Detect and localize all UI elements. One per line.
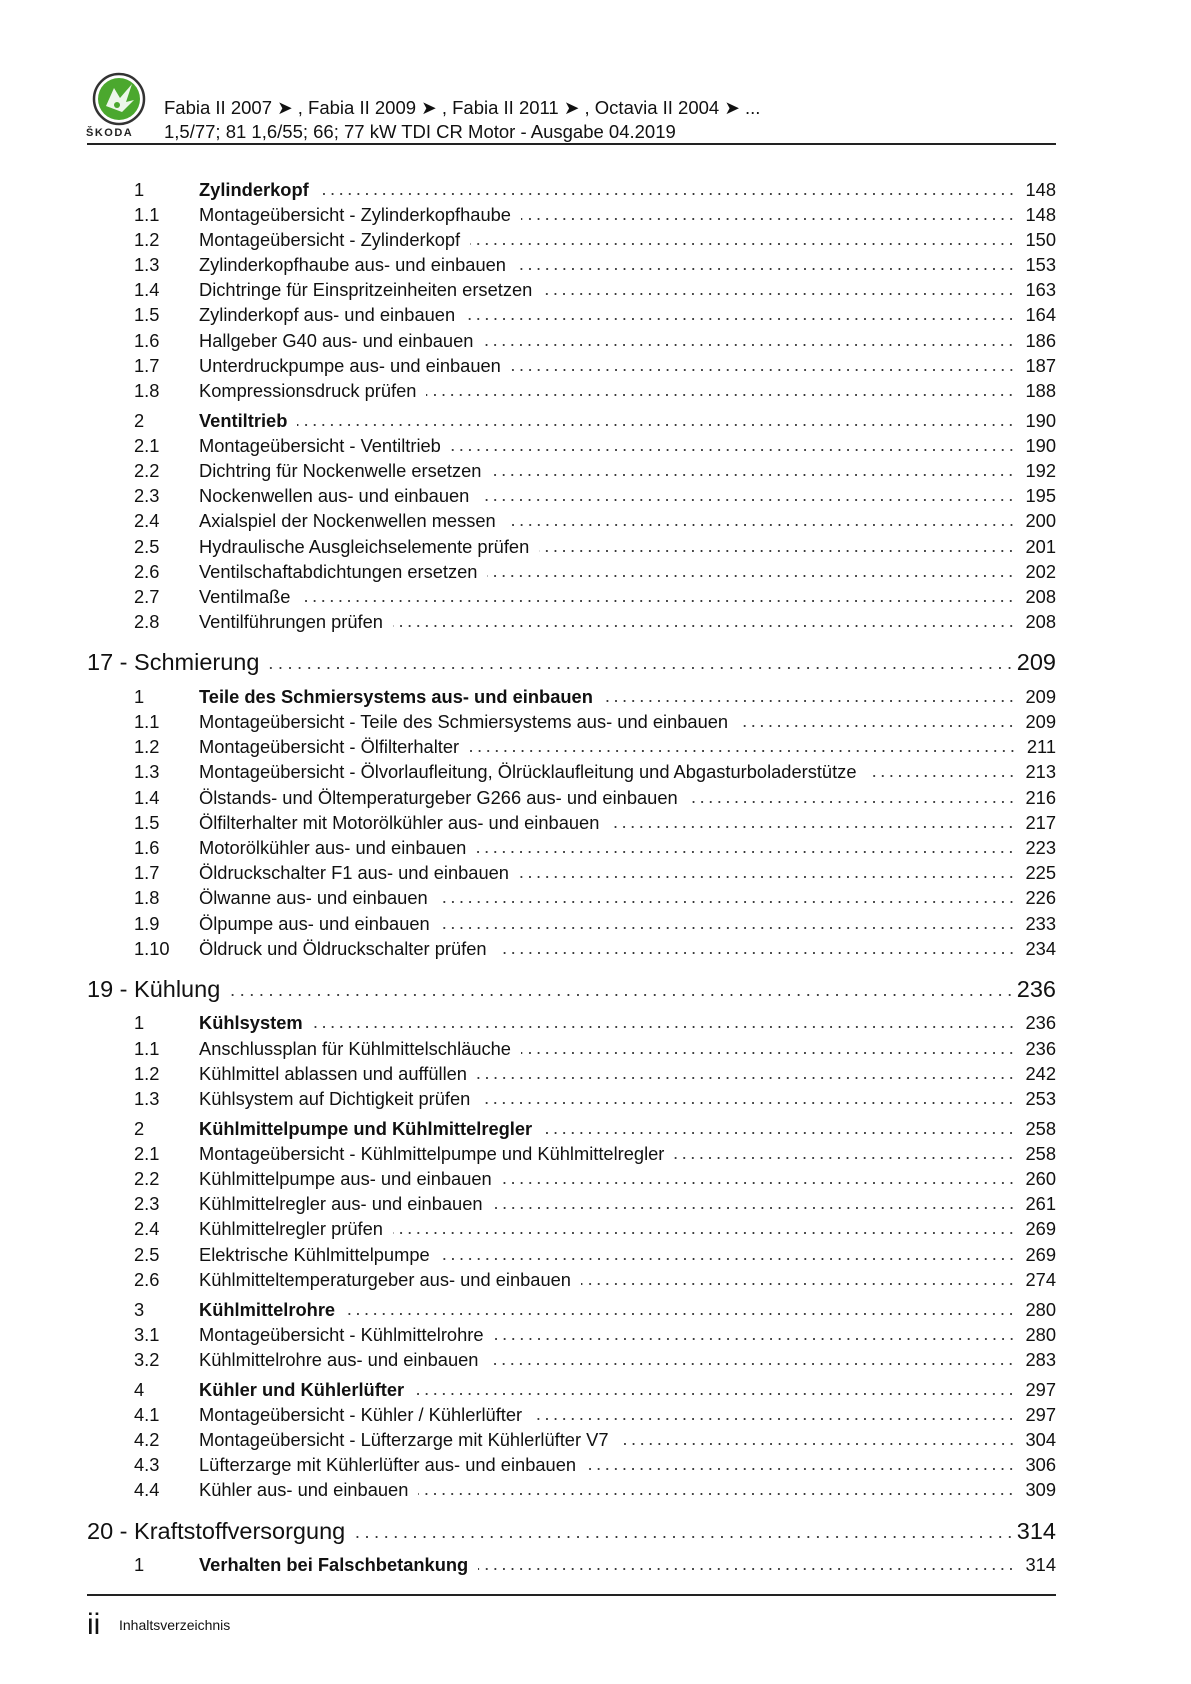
toc-entry-title: Montageübersicht - Zylinderkopfhaube <box>199 203 511 225</box>
toc-entry-page: 258 <box>1025 1142 1056 1164</box>
toc-entry-title: 19 - Kühlung <box>87 975 221 1002</box>
toc-entry-number: 2.1 <box>134 434 160 456</box>
dot-leader <box>479 498 1015 502</box>
dot-leader <box>478 1567 1015 1571</box>
dot-leader <box>519 875 1016 879</box>
toc-entry-page: 306 <box>1025 1454 1056 1476</box>
toc-entry-number: 1.5 <box>134 304 160 326</box>
dot-leader <box>319 192 1016 196</box>
toc-entry-number: 1.3 <box>134 254 160 276</box>
toc-entry-page: 225 <box>1025 862 1056 884</box>
toc-entry-title: Dichtring für Nockenwelle ersetzen <box>199 460 482 482</box>
toc-entry-page: 274 <box>1025 1268 1056 1290</box>
toc-entry-page: 236 <box>1025 1012 1056 1034</box>
toc-entry-title: Kühlmittelregler aus- und einbauen <box>199 1193 483 1215</box>
dot-leader <box>521 217 1016 221</box>
toc-entry-title: Kühlmittelrohre aus- und einbauen <box>199 1348 479 1370</box>
toc-entry-title: Montageübersicht - Ölvorlaufleitung, Ölrücklaufleitung und Abgasturboladerstütze <box>199 761 857 783</box>
toc-entry-page: 280 <box>1025 1298 1056 1320</box>
toc-entry[interactable] <box>87 179 1056 204</box>
toc-entry-number: 3 <box>134 1298 145 1320</box>
toc-entry-number: 1.7 <box>134 862 160 884</box>
toc-entry-title: Montageübersicht - Ventiltrieb <box>199 434 441 456</box>
toc-entry-number: 1.5 <box>134 811 160 833</box>
dot-leader <box>586 1467 1015 1471</box>
dot-leader <box>532 1417 1015 1421</box>
toc-entry-number: 2.5 <box>134 535 160 557</box>
toc-entry-number: 4 <box>134 1378 145 1400</box>
toc-entry-number: 1.1 <box>134 203 160 225</box>
toc-entry-title: Kühler und Kühlerlüfter <box>199 1378 405 1400</box>
dot-leader <box>619 1442 1016 1446</box>
toc-entry-number: 1.1 <box>134 1037 160 1059</box>
dot-leader <box>674 1156 1015 1160</box>
toc-entry-title: Ölstands- und Öltemperaturgeber G266 aus- und einbauen <box>199 786 678 808</box>
toc-entry[interactable] <box>87 1218 1056 1243</box>
dot-leader <box>297 423 1015 427</box>
toc-entry-title: Ölfilterhalter mit Motorölkühler aus- und einbauen <box>199 811 600 833</box>
toc-entry-page: 258 <box>1025 1117 1056 1139</box>
toc-chapter[interactable] <box>87 976 1056 1008</box>
dot-leader <box>470 242 1015 246</box>
toc-entry-title: Ventilschaftabdichtungen ersetzen <box>199 560 478 582</box>
dot-leader <box>511 368 1016 372</box>
dot-leader <box>867 774 1016 778</box>
toc-entry-page: 164 <box>1025 304 1056 326</box>
toc-entry[interactable] <box>87 435 1056 460</box>
toc-entry-page: 211 <box>1026 736 1056 758</box>
toc-entry-page: 261 <box>1025 1193 1056 1215</box>
toc-entry-page: 260 <box>1025 1168 1056 1190</box>
toc-entry-number: 2.2 <box>134 1168 160 1190</box>
toc-entry[interactable] <box>87 380 1056 405</box>
toc-entry-number: 1.8 <box>134 887 160 909</box>
dot-leader <box>465 317 1015 321</box>
toc-entry-title: Kühlmittel ablassen und auffüllen <box>199 1062 467 1084</box>
toc-entry[interactable] <box>87 1324 1056 1349</box>
dot-leader <box>542 292 1015 296</box>
toc-entry-number: 2.3 <box>134 1193 160 1215</box>
dot-leader <box>738 724 1015 728</box>
toc-entry-title: Ölwanne aus- und einbauen <box>199 887 428 909</box>
toc-entry[interactable] <box>87 1554 1056 1579</box>
toc-entry[interactable] <box>87 611 1056 636</box>
dot-leader <box>426 393 1015 397</box>
toc-entry-title: Montageübersicht - Kühlmittelpumpe und Kühlmittelregler <box>199 1142 665 1164</box>
toc-entry-number: 1 <box>134 685 145 707</box>
toc-entry-title: Dichtringe für Einspritzeinheiten ersetzen <box>199 279 533 301</box>
toc-entry[interactable] <box>87 686 1056 711</box>
toc-entry-page: 148 <box>1025 203 1056 225</box>
toc-entry-title: Ventilmaße <box>199 586 291 607</box>
toc-entry[interactable] <box>87 1244 1056 1269</box>
toc-entry-number: 2.2 <box>134 460 160 482</box>
toc-entry-page: 304 <box>1025 1428 1056 1450</box>
toc-entry[interactable] <box>87 410 1056 435</box>
toc-entry[interactable] <box>87 938 1056 963</box>
toc-entry-page: 242 <box>1025 1062 1056 1084</box>
dot-leader <box>521 1051 1016 1055</box>
toc-entry-title: Teile des Schmiersystems aus- und einbauen <box>199 685 593 707</box>
toc-entry-title: Öldruckschalter F1 aus- und einbauen <box>199 862 509 884</box>
toc-entry-number: 3.1 <box>134 1323 160 1345</box>
toc-entry-number: 2.6 <box>134 560 160 582</box>
toc-entry-number: 1 <box>134 1554 145 1575</box>
toc-entry-number: 1.3 <box>134 761 160 783</box>
toc-entry-number: 2.7 <box>134 586 160 607</box>
toc-entry-number: 1.2 <box>134 1062 160 1084</box>
toc-entry[interactable] <box>87 1193 1056 1218</box>
dot-leader <box>440 926 1016 930</box>
toc-entry-page: 190 <box>1025 409 1056 431</box>
page-number: ii <box>87 1608 101 1641</box>
toc-entry[interactable] <box>87 279 1056 304</box>
dot-leader <box>393 624 1016 628</box>
dot-leader <box>345 1312 1015 1316</box>
toc-entry[interactable] <box>87 887 1056 912</box>
toc-entry-number: 1.3 <box>134 1088 160 1109</box>
toc-entry[interactable] <box>87 1088 1056 1113</box>
toc-entry-title: Kühlmitteltemperaturgeber aus- und einbauen <box>199 1268 571 1290</box>
dot-leader <box>393 1231 1016 1235</box>
toc-entry-page: 269 <box>1025 1243 1056 1265</box>
toc-entry-number: 1.1 <box>134 711 160 733</box>
toc-entry-title: Kühlmittelpumpe aus- und einbauen <box>199 1168 492 1190</box>
skoda-logo-icon <box>92 72 146 126</box>
toc-entry-number: 1.4 <box>134 279 160 301</box>
toc-entry-title: Kühlsystem <box>199 1012 303 1034</box>
dot-leader <box>480 1101 1015 1105</box>
toc-entry-page: 236 <box>1016 975 1056 1002</box>
toc-entry-page: 202 <box>1025 560 1056 582</box>
toc-entry-number: 2.4 <box>134 1218 160 1240</box>
dot-leader <box>516 267 1016 271</box>
toc-entry-page: 208 <box>1025 611 1056 633</box>
toc-entry[interactable] <box>87 330 1056 355</box>
toc-entry-title: Hydraulische Ausgleichselemente prüfen <box>199 535 530 557</box>
toc-entry[interactable] <box>87 460 1056 485</box>
toc-entry[interactable] <box>87 711 1056 736</box>
dot-leader <box>269 666 1014 670</box>
header-rule <box>87 143 1056 145</box>
toc-entry[interactable] <box>87 862 1056 887</box>
toc-entry-page: 233 <box>1025 912 1056 934</box>
dot-leader <box>438 900 1016 904</box>
toc-entry-number: 1.2 <box>134 736 160 758</box>
toc-entry-number: 3.2 <box>134 1348 160 1370</box>
toc-entry[interactable] <box>87 536 1056 561</box>
dot-leader <box>506 523 1016 527</box>
toc-entry-number: 1 <box>134 1012 145 1034</box>
dot-leader <box>418 1492 1015 1496</box>
toc-entry-title: 20 - Kraftstoffversorgung <box>87 1517 346 1544</box>
toc-entry-number: 2 <box>134 409 145 431</box>
toc-entry[interactable] <box>87 1038 1056 1063</box>
toc-entry-title: Montageübersicht - Zylinderkopf <box>199 228 461 250</box>
toc-entry-title: Montageübersicht - Ölfilterhalter <box>199 736 460 758</box>
toc-entry-page: 280 <box>1025 1323 1056 1345</box>
dot-leader <box>414 1392 1015 1396</box>
toc-entry-title: Kompressionsdruck prüfen <box>199 380 417 401</box>
toc-entry-number: 1.10 <box>134 937 170 959</box>
dot-leader <box>497 951 1016 955</box>
toc-entry[interactable] <box>87 355 1056 380</box>
toc-entry-title: Kühlmittelregler prüfen <box>199 1218 383 1240</box>
toc-entry-page: 190 <box>1025 434 1056 456</box>
toc-entry-page: 186 <box>1025 329 1056 351</box>
toc-entry-number: 4.4 <box>134 1479 160 1501</box>
toc-entry-title: Kühlmittelpumpe und Kühlmittelregler <box>199 1117 533 1139</box>
toc-entry-title: Zylinderkopf aus- und einbauen <box>199 304 456 326</box>
toc-entry-title: Öldruck und Öldruckschalter prüfen <box>199 937 487 959</box>
toc-entry-title: Montageübersicht - Lüfterzarge mit Kühlerlüfter V7 <box>199 1428 609 1450</box>
toc-entry-page: 253 <box>1025 1088 1056 1109</box>
toc-entry-number: 1.8 <box>134 380 160 401</box>
toc-entry[interactable] <box>87 229 1056 254</box>
toc-entry[interactable] <box>87 1168 1056 1193</box>
toc-entry[interactable] <box>87 510 1056 535</box>
dot-leader <box>451 448 1016 452</box>
toc-entry-page: 236 <box>1025 1037 1056 1059</box>
toc-chapter[interactable] <box>87 649 1056 681</box>
toc-entry[interactable] <box>87 1299 1056 1324</box>
toc-entry[interactable] <box>87 787 1056 812</box>
toc-entry-number: 2.5 <box>134 1243 160 1265</box>
toc-entry[interactable] <box>87 1479 1056 1504</box>
toc-entry-page: 188 <box>1025 380 1056 401</box>
toc-entry-page: 201 <box>1025 535 1056 557</box>
toc-entry-page: 314 <box>1016 1517 1056 1544</box>
toc-entry-page: 209 <box>1025 711 1056 733</box>
toc-entry[interactable] <box>87 736 1056 761</box>
toc-entry-title: Montageübersicht - Kühlmittelrohre <box>199 1323 484 1345</box>
toc-entry-number: 2.3 <box>134 485 160 507</box>
dot-leader <box>581 1282 1016 1286</box>
toc-entry-page: 283 <box>1025 1348 1056 1370</box>
toc-entry-page: 163 <box>1025 279 1056 301</box>
toc-entry-number: 4.1 <box>134 1403 160 1425</box>
toc-entry[interactable] <box>87 913 1056 938</box>
toc-entry-page: 226 <box>1025 887 1056 909</box>
toc-entry-title: Montageübersicht - Teile des Schmiersystems aus- und einbauen <box>199 711 729 733</box>
dot-leader <box>603 699 1016 703</box>
toc-entry[interactable] <box>87 204 1056 229</box>
toc-entry-title: Unterdruckpumpe aus- und einbauen <box>199 354 501 376</box>
toc-entry[interactable] <box>87 761 1056 786</box>
toc-entry-page: 192 <box>1025 460 1056 482</box>
toc-entry[interactable] <box>87 586 1056 611</box>
dot-leader <box>483 343 1015 347</box>
toc-entry-title: Montageübersicht - Kühler / Kühlerlüfter <box>199 1403 523 1425</box>
dot-leader <box>539 549 1015 553</box>
toc-entry-page: 314 <box>1025 1554 1056 1575</box>
toc-entry[interactable] <box>87 1063 1056 1088</box>
toc-entry[interactable] <box>87 1269 1056 1294</box>
toc-entry-page: 309 <box>1025 1479 1056 1501</box>
dot-leader <box>355 1535 1015 1539</box>
toc-chapter[interactable] <box>87 1518 1056 1550</box>
toc-entry-page: 217 <box>1025 811 1056 833</box>
toc-entry-number: 1.7 <box>134 354 160 376</box>
toc-entry-page: 216 <box>1025 786 1056 808</box>
toc-entry-number: 4.3 <box>134 1454 160 1476</box>
toc-entry-number: 2 <box>134 1117 145 1139</box>
dot-leader <box>609 825 1015 829</box>
toc-entry-number: 1.6 <box>134 837 160 858</box>
toc-entry-page: 195 <box>1025 485 1056 507</box>
toc-entry-title: Axialspiel der Nockenwellen messen <box>199 510 496 532</box>
toc-entry[interactable] <box>87 1349 1056 1374</box>
dot-leader <box>494 1337 1016 1341</box>
toc-entry-page: 200 <box>1025 510 1056 532</box>
brand-name: ŠKODA <box>86 127 134 139</box>
toc-entry-title: Lüfterzarge mit Kühlerlüfter aus- und einbauen <box>199 1454 577 1476</box>
toc-entry-title: Zylinderkopf <box>199 178 309 200</box>
toc-entry-page: 208 <box>1025 586 1056 607</box>
toc-entry[interactable] <box>87 304 1056 329</box>
toc-entry-page: 187 <box>1025 354 1056 376</box>
dot-leader <box>493 1206 1016 1210</box>
toc-entry-number: 1.2 <box>134 228 160 250</box>
toc-entry-title: Motorölkühler aus- und einbauen <box>199 837 467 858</box>
footer-section: Inhaltsverzeichnis <box>119 1617 231 1633</box>
toc-entry-number: 1.9 <box>134 912 160 934</box>
table-of-contents <box>87 174 1056 1579</box>
toc-entry-number: 1 <box>134 178 145 200</box>
toc-entry-number: 2.4 <box>134 510 160 532</box>
dot-leader <box>542 1131 1015 1135</box>
toc-entry-page: 150 <box>1025 228 1056 250</box>
toc-entry[interactable] <box>87 1012 1056 1037</box>
toc-entry[interactable] <box>87 254 1056 279</box>
dot-leader <box>300 599 1015 603</box>
toc-entry-title: Anschlussplan für Kühlmittelschläuche <box>199 1037 511 1059</box>
toc-entry-title: 17 - Schmierung <box>87 649 260 676</box>
toc-entry-title: Ölpumpe aus- und einbauen <box>199 912 430 934</box>
toc-entry-page: 148 <box>1025 178 1056 200</box>
toc-entry-page: 213 <box>1025 761 1056 783</box>
toc-entry[interactable] <box>87 837 1056 862</box>
toc-entry-number: 2.8 <box>134 611 160 633</box>
dot-leader <box>440 1257 1016 1261</box>
toc-entry[interactable] <box>87 561 1056 586</box>
toc-entry-number: 4.2 <box>134 1428 160 1450</box>
toc-entry-page: 269 <box>1025 1218 1056 1240</box>
dot-leader <box>688 800 1016 804</box>
toc-entry-page: 234 <box>1025 937 1056 959</box>
toc-entry-page: 297 <box>1025 1403 1056 1425</box>
toc-entry-number: 2.1 <box>134 1142 160 1164</box>
dot-leader <box>488 1362 1015 1366</box>
toc-entry-title: Kühlsystem auf Dichtigkeit prüfen <box>199 1088 471 1109</box>
toc-entry-page: 297 <box>1025 1378 1056 1400</box>
toc-entry-title: Nockenwellen aus- und einbauen <box>199 485 470 507</box>
toc-entry[interactable] <box>87 1429 1056 1454</box>
toc-entry-number: 2.6 <box>134 1268 160 1290</box>
toc-entry[interactable] <box>87 1404 1056 1429</box>
dot-leader <box>469 749 1017 753</box>
dot-leader <box>313 1025 1016 1029</box>
toc-entry-title: Hallgeber G40 aus- und einbauen <box>199 329 474 351</box>
toc-entry-title: Zylinderkopfhaube aus- und einbauen <box>199 254 506 276</box>
toc-entry[interactable] <box>87 1454 1056 1479</box>
toc-entry-title: Ventilführungen prüfen <box>199 611 383 633</box>
toc-entry-title: Verhalten bei Falschbetankung <box>199 1554 469 1575</box>
toc-entry-title: Elektrische Kühlmittelpumpe <box>199 1243 430 1265</box>
dot-leader <box>476 850 1015 854</box>
header-engine: 1,5/77; 81 1,6/55; 66; 77 kW TDI CR Motor - Ausgabe 04.2019 <box>164 121 676 142</box>
toc-entry-page: 209 <box>1016 649 1056 676</box>
header-models: Fabia II 2007 ➤ , Fabia II 2009 ➤ , Fabia II 2011 ➤ , Octavia II 2004 ➤ ... <box>164 97 761 118</box>
dot-leader <box>230 993 1015 997</box>
dot-leader <box>477 1076 1016 1080</box>
toc-entry-number: 1.4 <box>134 786 160 808</box>
toc-entry[interactable] <box>87 812 1056 837</box>
dot-leader <box>487 574 1015 578</box>
toc-entry-title: Kühlmittelrohre <box>199 1298 336 1320</box>
toc-entry-page: 223 <box>1025 837 1056 858</box>
dot-leader <box>502 1181 1016 1185</box>
dot-leader <box>491 473 1015 477</box>
toc-entry-title: Kühler aus- und einbauen <box>199 1479 409 1501</box>
toc-entry[interactable] <box>87 485 1056 510</box>
toc-entry[interactable] <box>87 1379 1056 1404</box>
toc-entry-title: Ventiltrieb <box>199 409 288 431</box>
toc-entry-page: 153 <box>1025 254 1056 276</box>
toc-entry-number: 1.6 <box>134 329 160 351</box>
footer-rule <box>87 1594 1056 1596</box>
toc-entry[interactable] <box>87 1143 1056 1168</box>
toc-entry-page: 209 <box>1025 685 1056 707</box>
toc-entry[interactable] <box>87 1118 1056 1143</box>
